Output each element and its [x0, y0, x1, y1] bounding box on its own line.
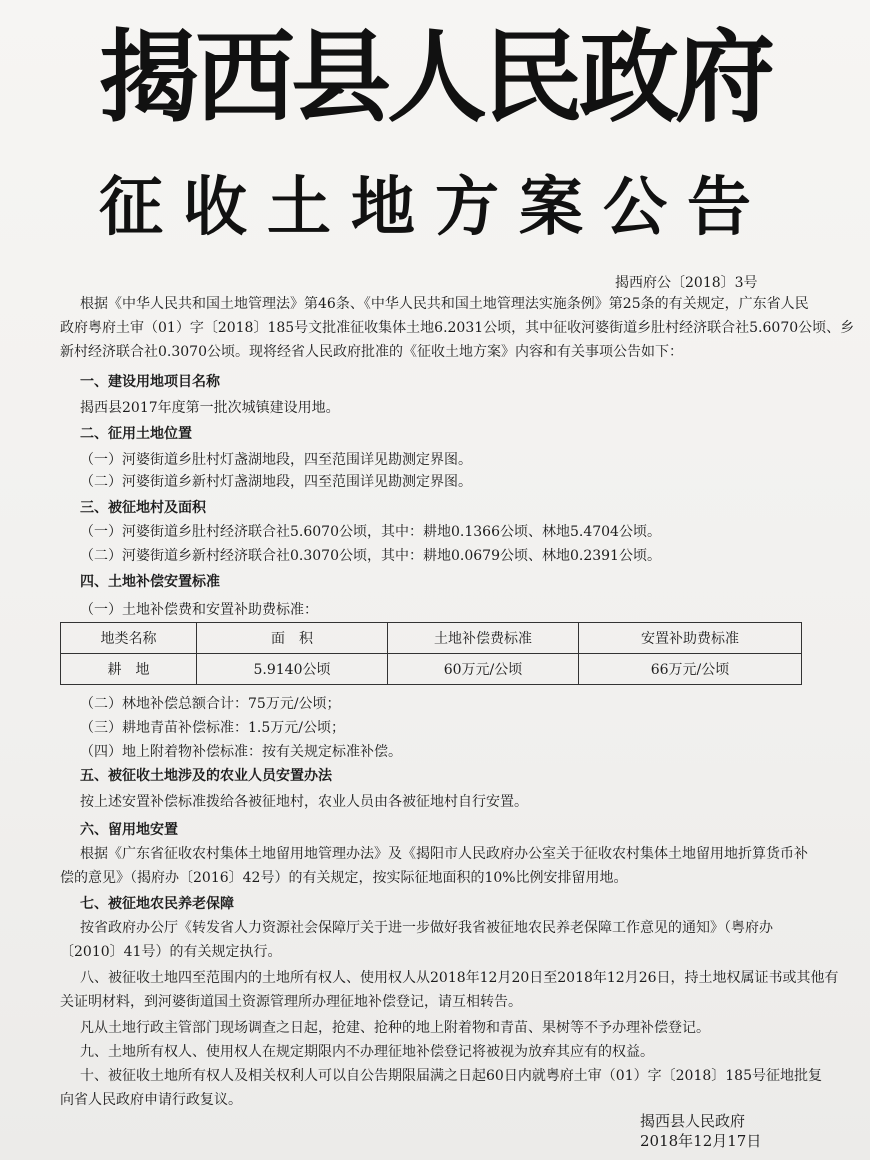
- section-9-body: 九、土地所有权人、使用权人在规定期限内不办理征地补偿登记将被视为放弃其应有的权益。: [80, 1044, 654, 1060]
- section-2-item-2: （二）河婆街道乡新村灯盏湖地段，四至范围详见勘测定界图。: [80, 474, 472, 490]
- document-subtitle: 征收土地方案公告: [99, 171, 771, 245]
- section-4-sub-1: （一）土地补偿费和安置补助费标准：: [80, 602, 318, 618]
- section-6-body-2: 偿的意见》（揭府办〔2016〕42号）的有关规定，按实际征地面积的10%比例安排留用地。: [60, 870, 628, 886]
- table-cell: 5.9140公顷: [197, 654, 388, 685]
- section-1-title: 一、建设用地项目名称: [80, 374, 220, 390]
- section-8-body-2: 关证明材料，到河婆街道国土资源管理所办理征地补偿登记，请互相转告。: [60, 994, 522, 1010]
- section-10-body-1: 十、被征收土地所有权人及相关权利人可以自公告期限届满之日起60日内就粤府土审（01）字〔2018〕185号征地批复: [80, 1068, 822, 1084]
- signature-org: 揭西县人民政府: [640, 1112, 746, 1130]
- compensation-table: [60, 622, 802, 685]
- table-row: [61, 654, 802, 685]
- signature-date: 2018年12月17日: [640, 1132, 762, 1150]
- section-1-body: 揭西县2017年度第一批次城镇建设用地。: [80, 400, 340, 416]
- section-6-body-1: 根据《广东省征收农村集体土地留用地管理办法》及《揭阳市人民政府办公室关于征收农村集体土地留用地折算货币补: [80, 846, 808, 862]
- section-7-body-2: 〔2010〕41号）的有关规定执行。: [60, 944, 282, 960]
- intro-line-3: 新村经济联合社0.3070公顷。现将经省人民政府批准的《征收土地方案》内容和有关事项公告如下：: [60, 344, 683, 360]
- section-3-item-1: （一）河婆街道乡肚村经济联合社5.6070公顷，其中：耕地0.1366公顷、林地5.4704公顷。: [80, 524, 661, 540]
- section-5-body: 按上述安置补偿标准拨给各被征地村，农业人员由各被征地村自行安置。: [80, 794, 528, 810]
- section-4-item-3: （三）耕地青苗补偿标准：1.5万元/公顷；: [80, 720, 345, 736]
- table-header-cell: 土地补偿费标准: [388, 623, 579, 654]
- section-3-item-2: （二）河婆街道乡新村经济联合社0.3070公顷，其中：耕地0.0679公顷、林地0.2391公顷。: [80, 548, 661, 564]
- section-5-title: 五、被征收土地涉及的农业人员安置办法: [80, 768, 332, 784]
- intro-line-2: 政府粤府土审（01）字〔2018〕185号文批准征收集体土地6.2031公顷，其中征收河婆街道乡肚村经济联合社5.6070公顷、乡: [60, 320, 855, 336]
- section-2-item-1: （一）河婆街道乡肚村灯盏湖地段，四至范围详见勘测定界图。: [80, 452, 472, 468]
- document-number: 揭西府公〔2018〕3号: [615, 275, 758, 291]
- table-cell: 耕 地: [61, 654, 197, 685]
- table-cell: 66万元/公顷: [579, 654, 802, 685]
- section-8-note: 凡从土地行政主管部门现场调查之日起，抢建、抢种的地上附着物和青苗、果树等不予办理补偿登记。: [80, 1020, 710, 1036]
- table-header-row: [61, 623, 802, 654]
- table-header-cell: 安置补助费标准: [579, 623, 802, 654]
- section-2-title: 二、征用土地位置: [80, 426, 192, 442]
- section-10-body-2: 向省人民政府申请行政复议。: [60, 1092, 242, 1108]
- table-header-cell: 面 积: [197, 623, 388, 654]
- section-4-title: 四、土地补偿安置标准: [80, 574, 220, 590]
- section-6-title: 六、留用地安置: [80, 822, 178, 838]
- section-4-item-2: （二）林地补偿总额合计：75万元/公顷；: [80, 696, 341, 712]
- section-4-item-4: （四）地上附着物补偿标准：按有关规定标准补偿。: [80, 744, 402, 760]
- section-7-body-1: 按省政府办公厅《转发省人力资源社会保障厅关于进一步做好我省被征地农民养老保障工作意见的通知》（粤府办: [80, 920, 773, 936]
- table-cell: 60万元/公顷: [388, 654, 579, 685]
- table-header-cell: 地类名称: [61, 623, 197, 654]
- section-7-title: 七、被征地农民养老保障: [80, 896, 234, 912]
- document-title: 揭西县人民政府: [99, 19, 771, 136]
- intro-line-1: 根据《中华人民共和国土地管理法》第46条、《中华人民共和国土地管理法实施条例》第25条的有关规定，广东省人民: [80, 296, 809, 312]
- section-3-title: 三、被征地村及面积: [80, 500, 206, 516]
- section-8-body-1: 八、被征收土地四至范围内的土地所有权人、使用权人从2018年12月20日至2018年12月26日，持土地权属证书或其他有: [80, 970, 839, 986]
